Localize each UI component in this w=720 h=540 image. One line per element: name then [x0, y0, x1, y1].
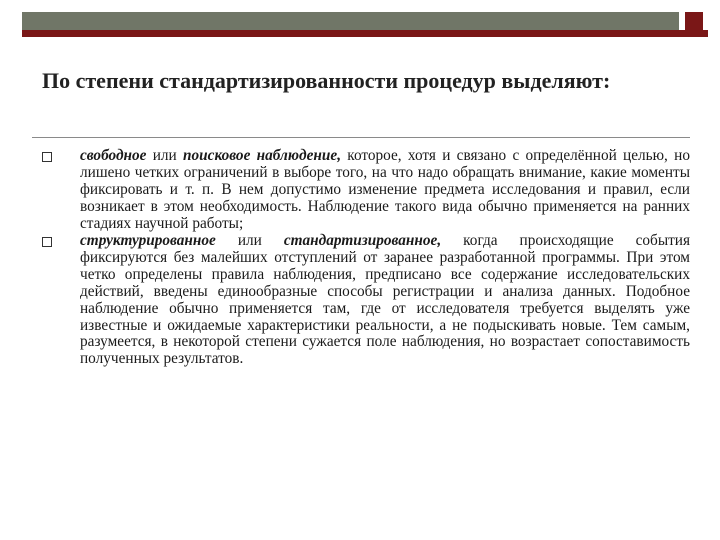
bullet-body: которое, хотя и связано с определённой целью, но лишено четких ограничений в выборе того, на что надо обращать внимание, какие моменты фиксировать и т. п. В нем допустимо изменение предмета исследования и правил, если возникает в этом необходимость. Наблюдение такого вида обычно применяется на ранних стадиях научной работы;: [80, 147, 690, 232]
bullet-term: структурированное: [80, 231, 216, 249]
header-corner-square: [685, 12, 703, 30]
bullet-conjunction: или: [146, 147, 184, 164]
header-bar: [22, 12, 679, 30]
bullet-term: стандартизированное,: [283, 231, 442, 249]
list-item: [42, 148, 690, 233]
square-bullet-icon: [42, 152, 52, 162]
bullet-body: когда происходящие события фиксируются без малейших отступлений от заранее разработанной программы. При этом четко определены правила наблюдения, предписано все содержание исследовательских действий, введены единообразные способы регистрации и анализа данных. Подобное наблюдение обычно применяется там, где от исследователя требуется выделять уже известные и ожидаемые характеристики реальности, а не подыскивать новые. Тем самым, разумеется, в некоторой степени сужается поле наблюдения, но возрастает сопоставимость полученных результатов.: [80, 231, 691, 368]
bullet-text: [80, 233, 690, 369]
header-accent-line: [22, 30, 708, 37]
bullet-list: [42, 148, 690, 368]
bullet-term: поисковое наблюдение,: [183, 147, 342, 164]
title-divider: [32, 137, 690, 138]
list-item: [42, 233, 690, 369]
square-bullet-icon: [42, 237, 52, 247]
bullet-conjunction: или: [215, 231, 284, 249]
bullet-text: [80, 148, 690, 233]
slide-title: По степени стандартизированности процедур выделяют:: [42, 68, 611, 93]
bullet-term: свободное: [80, 147, 147, 164]
